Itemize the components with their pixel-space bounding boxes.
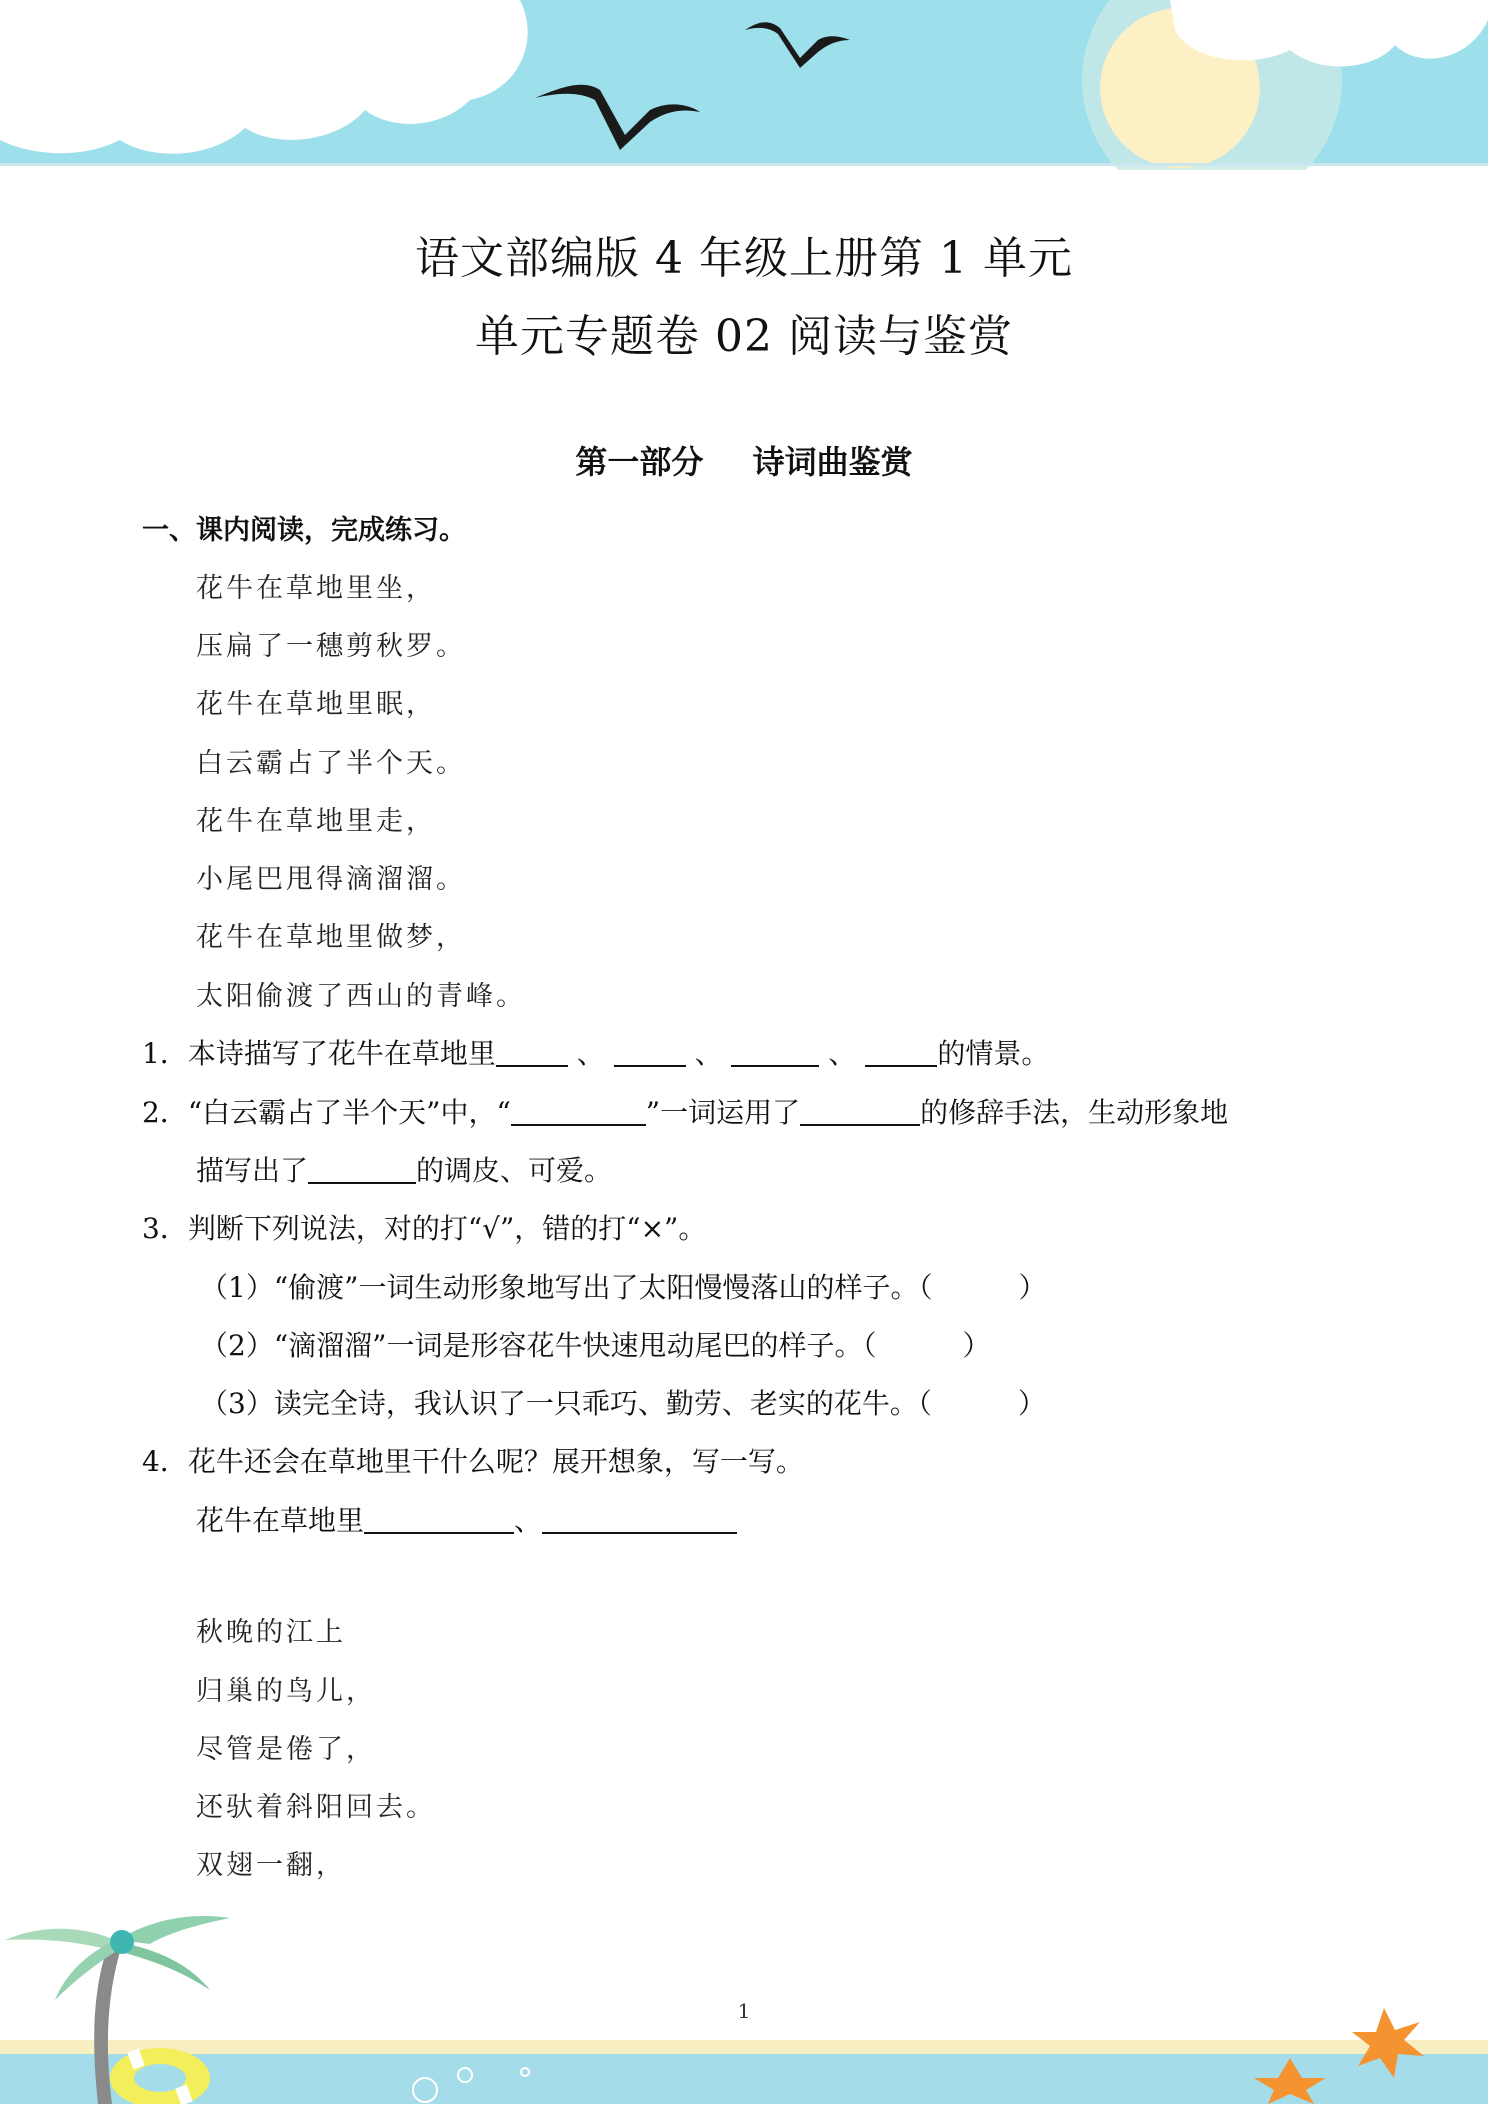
section-part: 第一部分 xyxy=(575,443,704,481)
poem-line: 归巢的鸟儿， xyxy=(196,1676,376,1707)
poem-line: 花牛在草地里走， xyxy=(196,806,436,837)
question-text: 的情景。 xyxy=(937,1037,1050,1070)
question-text: 描写出了 xyxy=(196,1154,309,1187)
answer-blank[interactable] xyxy=(865,1039,937,1067)
paren-open: （ xyxy=(862,1329,877,1362)
poem-line: 秋晚的江上 xyxy=(196,1617,346,1648)
section-title xyxy=(0,437,1488,483)
paren-open: （ xyxy=(917,1387,932,1420)
page-number: 1 xyxy=(737,1999,751,2023)
separator: 、 xyxy=(694,1037,723,1070)
question-2 xyxy=(142,1091,1228,1131)
answer-blank[interactable] xyxy=(308,1156,416,1184)
cloud-icon xyxy=(1170,0,1488,66)
judgement-text: （3）读完全诗，我认识了一只乖巧、勤劳、老实的花牛。 xyxy=(200,1387,918,1420)
separator: 、 xyxy=(514,1504,543,1537)
document-subtitle: 单元专题卷 02 阅读与鉴赏 xyxy=(475,311,1013,362)
poem-line: 花牛在草地里眠， xyxy=(196,689,436,720)
question-text: ”一词运用了 xyxy=(645,1096,801,1129)
poem-line: 尽管是倦了， xyxy=(196,1734,376,1765)
question-4: 4．花牛还会在草地里干什么呢？展开想象，写一写。 xyxy=(142,1445,804,1478)
question-text: 2．“白云霸占了半个天”中，“ xyxy=(142,1096,511,1129)
exercise-heading: 一、课内阅读，完成练习。 xyxy=(142,515,466,546)
answer-blank[interactable] xyxy=(511,1098,646,1126)
sky-banner xyxy=(0,0,1488,170)
question-2-continued xyxy=(196,1149,612,1189)
question-1 xyxy=(142,1032,1049,1072)
document-title: 语文部编版 4 年级上册第 1 单元 xyxy=(415,233,1073,284)
paren-close: ） xyxy=(962,1329,991,1362)
answer-blank[interactable] xyxy=(614,1039,686,1067)
answer-blank[interactable] xyxy=(731,1039,819,1067)
judgement-item xyxy=(200,1324,990,1364)
poem-line: 白云霸占了半个天。 xyxy=(196,748,466,779)
poem-line: 太阳偷渡了西山的青峰。 xyxy=(196,981,526,1012)
answer-blank[interactable] xyxy=(542,1506,737,1534)
judgement-text: （2）“滴溜溜”一词是形容花牛快速甩动尾巴的样子。 xyxy=(200,1329,863,1362)
paren-open: （ xyxy=(918,1271,933,1304)
section-name: 诗词曲鉴赏 xyxy=(752,443,913,481)
separator: 、 xyxy=(828,1037,857,1070)
poem-line: 还驮着斜阳回去。 xyxy=(196,1792,436,1823)
question-text: 1．本诗描写了花牛在草地里 xyxy=(142,1037,496,1070)
answer-blank[interactable] xyxy=(496,1039,568,1067)
separator: 、 xyxy=(576,1037,605,1070)
question-3: 3．判断下列说法，对的打“√”，错的打“×”。 xyxy=(142,1212,707,1245)
poem-line: 压扁了一穗剪秋罗。 xyxy=(196,631,466,662)
judgement-item xyxy=(200,1266,1046,1306)
paren-close: ） xyxy=(1018,1271,1047,1304)
answer-blank[interactable] xyxy=(800,1098,920,1126)
question-text: 的修辞手法，生动形象地 xyxy=(920,1096,1229,1129)
poem-line: 花牛在草地里坐， xyxy=(196,573,436,604)
poem-line: 花牛在草地里做梦， xyxy=(196,922,466,953)
judgement-item xyxy=(200,1382,1046,1422)
question-text: 花牛在草地里 xyxy=(196,1504,365,1537)
question-text: 的调皮、可爱。 xyxy=(416,1154,613,1187)
answer-blank[interactable] xyxy=(364,1506,514,1534)
question-4-answer xyxy=(196,1499,737,1539)
judgement-text: （1）“偷渡”一词生动形象地写出了太阳慢慢落山的样子。 xyxy=(200,1271,919,1304)
paren-close: ） xyxy=(1017,1387,1046,1420)
poem-line: 小尾巴甩得滴溜溜。 xyxy=(196,864,466,895)
poem-line: 双翅一翻， xyxy=(196,1850,346,1881)
